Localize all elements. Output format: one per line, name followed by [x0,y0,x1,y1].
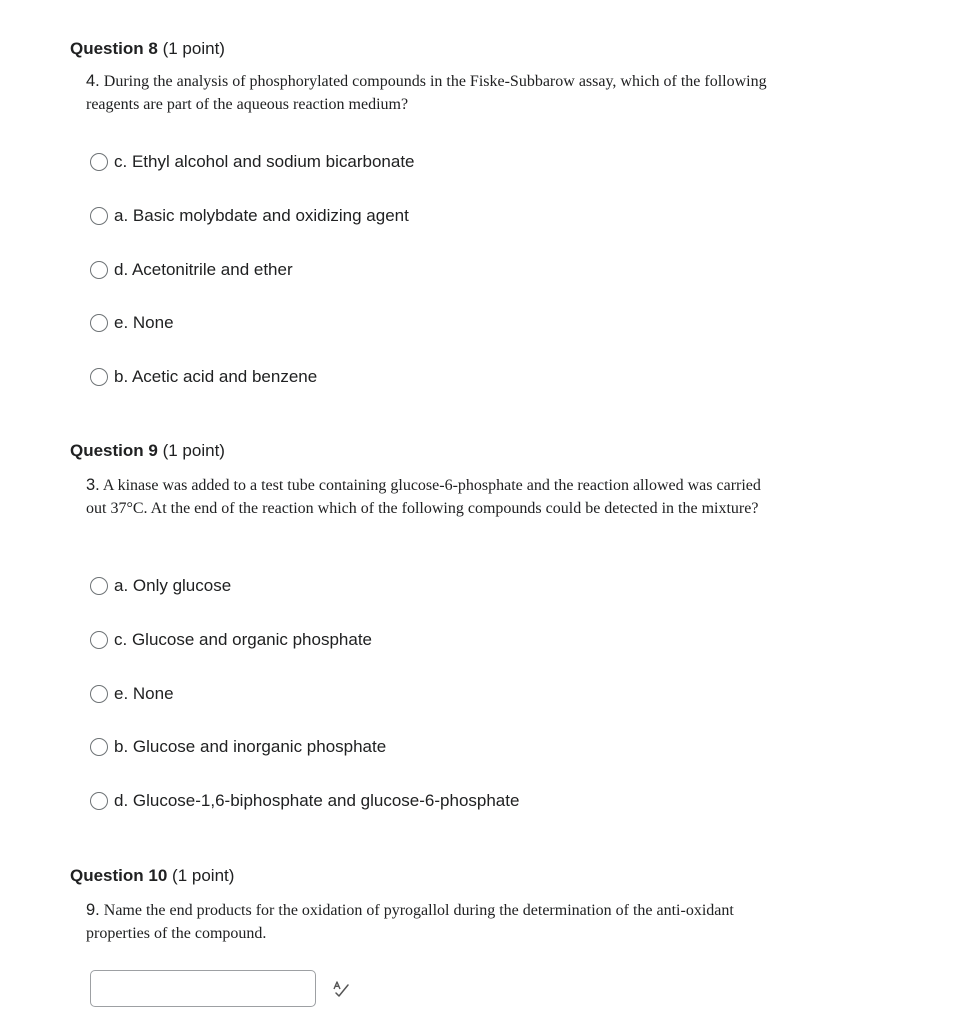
question-title: Question 10 [70,866,168,885]
question-text [86,70,786,116]
answer-input[interactable] [90,970,316,1007]
question-points: (1 point) [162,441,225,460]
question-body: A kinase was added to a test tube containing glucose-6-phosphate and the reaction allowed was carried out 37°C. At the end of the reaction which of the following compounds could be detected in the mixture? [86,477,761,517]
question-number: 4. [86,72,100,90]
radio-button[interactable] [90,207,108,225]
option-label: b. Acetic acid and benzene [114,367,318,386]
option-b[interactable] [90,735,386,759]
question-number: 3. [86,476,100,494]
question-text [86,899,776,945]
option-label: a. Only glucose [114,576,232,595]
option-label: d. Glucose-1,6-biphosphate and glucose-6-phosphate [114,791,520,810]
radio-button[interactable] [90,368,108,386]
question-number: 9. [86,901,100,919]
question-text [86,474,776,520]
question-points: (1 point) [162,39,225,58]
option-c[interactable] [90,628,372,652]
option-label: e. None [114,313,174,332]
option-e[interactable] [90,682,174,706]
option-label: a. Basic molybdate and oxidizing agent [114,206,409,225]
option-label: d. Acetonitrile and ether [114,260,293,279]
radio-button[interactable] [90,577,108,595]
question-header [70,865,930,887]
option-label: b. Glucose and inorganic phosphate [114,737,387,756]
radio-button[interactable] [90,738,108,756]
option-label: c. Glucose and organic phosphate [114,630,373,649]
option-e[interactable] [90,311,174,335]
option-label: e. None [114,684,174,703]
option-b[interactable] [90,365,317,389]
option-d[interactable] [90,258,293,282]
option-a[interactable] [90,574,231,598]
question-9 [70,440,930,520]
option-a[interactable] [90,204,409,228]
question-10 [70,865,930,945]
question-header [70,440,930,462]
question-8 [70,38,930,116]
question-header [70,38,930,60]
radio-button[interactable] [90,314,108,332]
option-d[interactable] [90,789,519,813]
radio-button[interactable] [90,685,108,703]
radio-button[interactable] [90,631,108,649]
radio-button[interactable] [90,153,108,171]
question-title: Question 9 [70,441,158,460]
option-label: c. Ethyl alcohol and sodium bicarbonate [114,152,415,171]
question-title: Question 8 [70,39,158,58]
question-points: (1 point) [172,866,235,885]
radio-button[interactable] [90,792,108,810]
question-body: During the analysis of phosphorylated compounds in the Fiske-Subbarow assay, which of the following reagents are part of the aqueous reaction medium? [86,73,767,113]
option-c[interactable] [90,150,415,174]
question-body: Name the end products for the oxidation of pyrogallol during the determination of the anti-oxidant properties of the compound. [86,902,734,942]
spellcheck-icon[interactable] [332,980,350,998]
radio-button[interactable] [90,261,108,279]
